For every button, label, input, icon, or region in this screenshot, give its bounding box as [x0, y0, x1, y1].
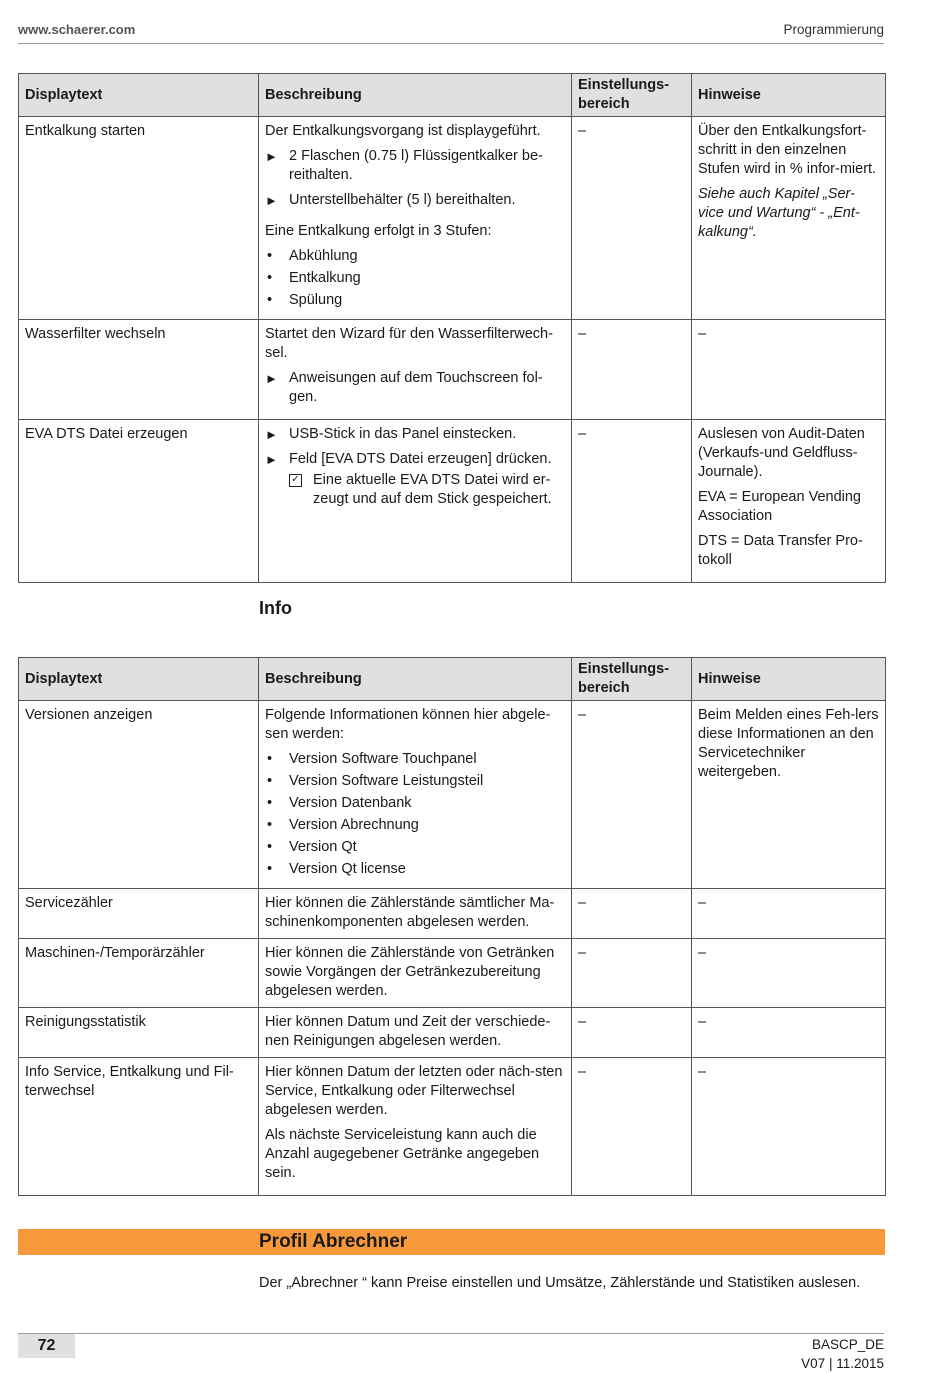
page-number: 72: [18, 1334, 75, 1358]
row-displaytext: Servicezähler: [19, 889, 259, 939]
row-description: Startet den Wizard für den Wasserfilterwech-sel. ► Anweisungen auf dem Touchscreen fol-gen.: [259, 320, 572, 420]
bullet-item: • Version Software Touchpanel: [265, 750, 565, 769]
col-header-beschreibung: Beschreibung: [259, 74, 572, 117]
document-code: BASCP_DE: [811, 1337, 884, 1352]
header-divider: [18, 43, 884, 44]
row-displaytext: Wasserfilter wechseln: [19, 320, 259, 420]
table-row: [19, 320, 886, 420]
table-header-row: [19, 74, 886, 117]
row-description: Hier können Datum und Zeit der verschiede-nen Reinigungen abgelesen werden.: [259, 1008, 572, 1058]
settings-table-maintenance: [18, 73, 886, 583]
bullet-item: • Version Qt: [265, 838, 565, 857]
row-description: Hier können die Zählerstände von Getränken sowie Vorgängen der Getränkezubereitung abgelesen werden.: [259, 939, 572, 1008]
row-range: –: [572, 320, 692, 420]
row-notes: Über den Entkalkungsfort-schritt in den einzelnen Stufen wird in % infor-miert. Siehe auch Kapitel „Ser-vice und Wartung“ - „Ent-kalkung“.: [692, 117, 886, 320]
row-description: Folgende Informationen können hier abgele-sen werden: • Version Software Touchpanel • Version Software Leistungsteil • Version Datenbank • Version Abrechnung • Version Qt • Version Qt license: [259, 701, 572, 889]
step-item: ► USB-Stick in das Panel einstecken.: [265, 425, 565, 444]
section-banner: [18, 1229, 885, 1255]
document-version: V07 | 11.2015: [801, 1356, 884, 1371]
bullet-item: • Version Qt license: [265, 860, 565, 879]
step-item: ► Anweisungen auf dem Touchscreen fol-gen.: [265, 369, 565, 407]
section-title: Programmierung: [783, 22, 884, 37]
row-displaytext: Versionen anzeigen: [19, 701, 259, 889]
row-displaytext: Entkalkung starten: [19, 117, 259, 320]
table-row: [19, 1058, 886, 1196]
row-range: –: [572, 117, 692, 320]
table-row: [19, 1008, 886, 1058]
col-header-displaytext: Displaytext: [19, 74, 259, 117]
row-notes: Beim Melden eines Feh-lers diese Informationen an den Servicetechniker weitergeben.: [692, 701, 886, 889]
bullet-item: • Version Datenbank: [265, 794, 565, 813]
bullet-item: • Version Abrechnung: [265, 816, 565, 835]
row-displaytext: Maschinen-/Temporärzähler: [19, 939, 259, 1008]
row-description: Hier können Datum der letzten oder näch-sten Service, Entkalkung oder Filterwechsel abgelesen werden. Als nächste Serviceleistung kann auch die Anzahl augegebener Getränke angegeben sein.: [259, 1058, 572, 1196]
step-item: ► Unterstellbehälter (5 l) bereithalten.: [265, 191, 565, 210]
row-notes: –: [692, 1008, 886, 1058]
bullet-item: • Entkalkung: [265, 269, 565, 288]
col-header-hinweise: Hinweise: [692, 74, 886, 117]
row-displaytext: Info Service, Entkalkung und Fil-terwechsel: [19, 1058, 259, 1196]
bullet-item: • Version Software Leistungsteil: [265, 772, 565, 791]
row-range: –: [572, 1008, 692, 1058]
table-row: [19, 117, 886, 320]
footer-divider: [18, 1333, 884, 1334]
info-heading: Info: [259, 598, 292, 618]
step-item: ► 2 Flaschen (0.75 l) Flüssigentkalker be-reithalten.: [265, 147, 565, 185]
row-range: –: [572, 420, 692, 583]
row-range: –: [572, 701, 692, 889]
checkbox-icon: ✓: [289, 474, 302, 487]
profil-heading: Profil Abrechner: [259, 1231, 408, 1252]
row-displaytext: Reinigungsstatistik: [19, 1008, 259, 1058]
col-header-displaytext: Displaytext: [19, 658, 259, 701]
row-range: –: [572, 1058, 692, 1196]
col-header-beschreibung: Beschreibung: [259, 658, 572, 701]
table-row: [19, 939, 886, 1008]
row-description: Hier können die Zählerstände sämtlicher Ma-schinenkomponenten abgelesen werden.: [259, 889, 572, 939]
col-header-hinweise: Hinweise: [692, 658, 886, 701]
row-notes: –: [692, 889, 886, 939]
result-item: ✓ Eine aktuelle EVA DTS Datei wird er-zeugt und auf dem Stick gespeichert.: [289, 471, 565, 509]
step-item: ► Feld [EVA DTS Datei erzeugen] drücken.: [265, 450, 565, 469]
row-notes: –: [692, 1058, 886, 1196]
table-row: [19, 420, 886, 583]
bullet-item: • Abkühlung: [265, 247, 565, 266]
row-description: Der Entkalkungsvorgang ist displaygeführt. ► 2 Flaschen (0.75 l) Flüssigentkalker be-reithalten. ► Unterstellbehälter (5 l) bereithalten. Eine Entkalkung erfolgt in 3 Stufen: • Abkühlung • Entkalkung • Spülung: [259, 117, 572, 320]
col-header-einstellungsbereich: Einstellungs- bereich: [572, 658, 692, 701]
row-range: –: [572, 939, 692, 1008]
table-row: [19, 701, 886, 889]
row-description: [259, 420, 572, 583]
table-header-row: [19, 658, 886, 701]
col-header-einstellungsbereich: Einstellungs- bereich: [572, 74, 692, 117]
row-notes: Auslesen von Audit-Daten (Verkaufs-und Geldfluss-Journale). EVA = European Vending Association DTS = Data Transfer Pro-tokoll: [692, 420, 886, 583]
profil-description: Der „Abrechner “ kann Preise einstellen und Umsätze, Zählerstände und Statistiken auslesen.: [259, 1275, 861, 1291]
bullet-item: • Spülung: [265, 291, 565, 310]
row-notes: –: [692, 939, 886, 1008]
row-notes: –: [692, 320, 886, 420]
row-range: –: [572, 889, 692, 939]
row-displaytext: EVA DTS Datei erzeugen: [19, 420, 259, 583]
website-url: www.schaerer.com: [18, 22, 136, 37]
settings-table-info: [18, 657, 886, 1196]
table-row: [19, 889, 886, 939]
